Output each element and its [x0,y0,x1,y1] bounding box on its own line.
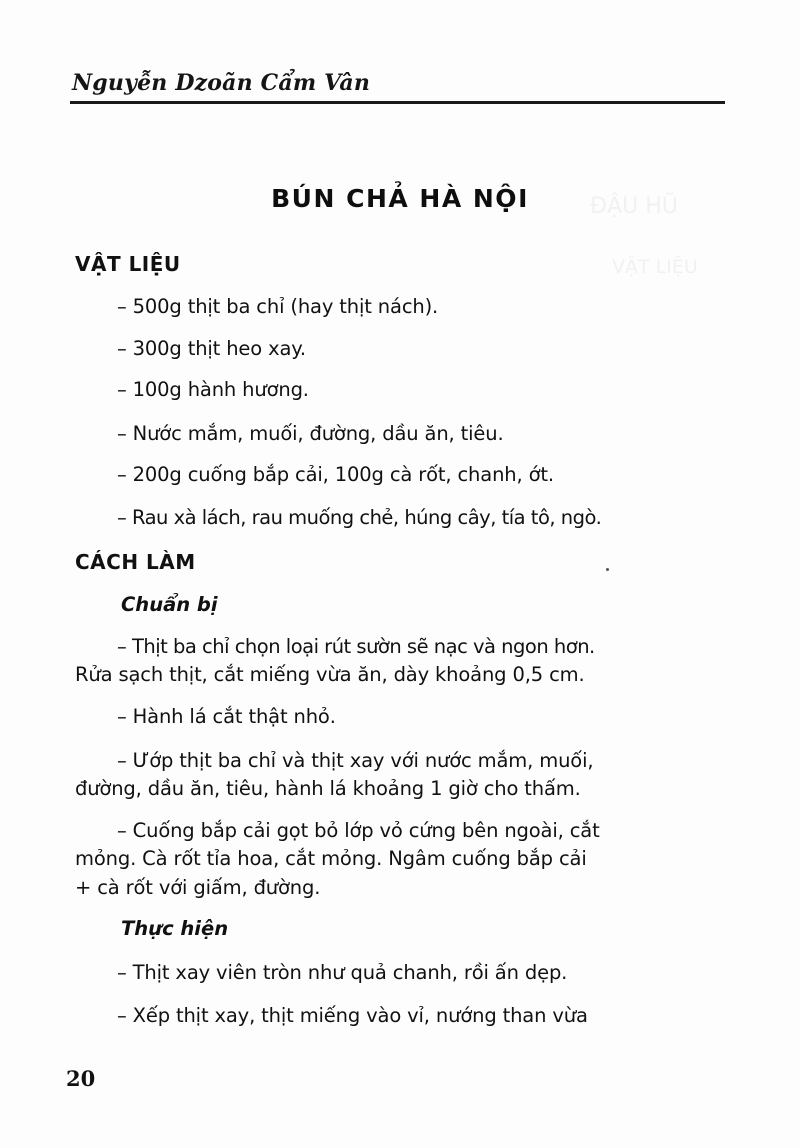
preparation-line: – Cuống bắp cải gọt bỏ lớp vỏ cứng bên ngoài, cắt [117,819,600,842]
preparation-line: mỏng. Cà rốt tỉa hoa, cắt mỏng. Ngâm cuống bắp cải [75,847,587,870]
subheading-execution: Thực hiện [121,917,229,940]
execution-line: – Thịt xay viên tròn như quả chanh, rồi ấn dẹp. [117,961,568,984]
show-through-text: VẬT LIỆU [612,256,698,278]
ingredient-item: – Nước mắm, muối, đường, dầu ăn, tiêu. [117,422,504,445]
ingredient-item: – 300g thịt heo xay. [117,337,306,360]
preparation-line: đường, dầu ăn, tiêu, hành lá khoảng 1 giờ cho thấm. [75,777,581,800]
show-through-text: ĐẬU HŨ [590,194,678,219]
running-header-author: Nguyễn Dzoãn Cẩm Vân [72,70,371,96]
ingredient-item: – 500g thịt ba chỉ (hay thịt nách). [117,295,439,318]
header-rule [70,101,725,104]
preparation-line: – Thịt ba chỉ chọn loại rút sườn sẽ nạc và ngon hơn. [117,635,595,658]
page-number: 20 [66,1066,96,1091]
ingredient-item: – 200g cuống bắp cải, 100g cà rốt, chanh, ớt. [117,463,554,486]
preparation-line: – Ướp thịt ba chỉ và thịt xay với nước mắm, muối, [117,749,594,772]
preparation-line: + cà rốt với giấm, đường. [75,876,321,899]
subheading-preparation: Chuẩn bị [121,593,218,616]
preparation-line: Rửa sạch thịt, cắt miếng vừa ăn, dày khoảng 0,5 cm. [75,663,585,686]
section-heading-ingredients: VẬT LIỆU [75,252,181,276]
ingredient-item: – Rau xà lách, rau muống chẻ, húng cây, tía tô, ngò. [117,506,602,529]
execution-line: – Xếp thịt xay, thịt miếng vào vỉ, nướng than vừa [117,1004,588,1027]
print-speck [606,568,609,571]
preparation-line: – Hành lá cắt thật nhỏ. [117,705,336,728]
ingredient-item: – 100g hành hương. [117,378,309,401]
recipe-title: BÚN CHẢ HÀ NỘI [271,184,529,213]
section-heading-method: CÁCH LÀM [75,550,196,574]
